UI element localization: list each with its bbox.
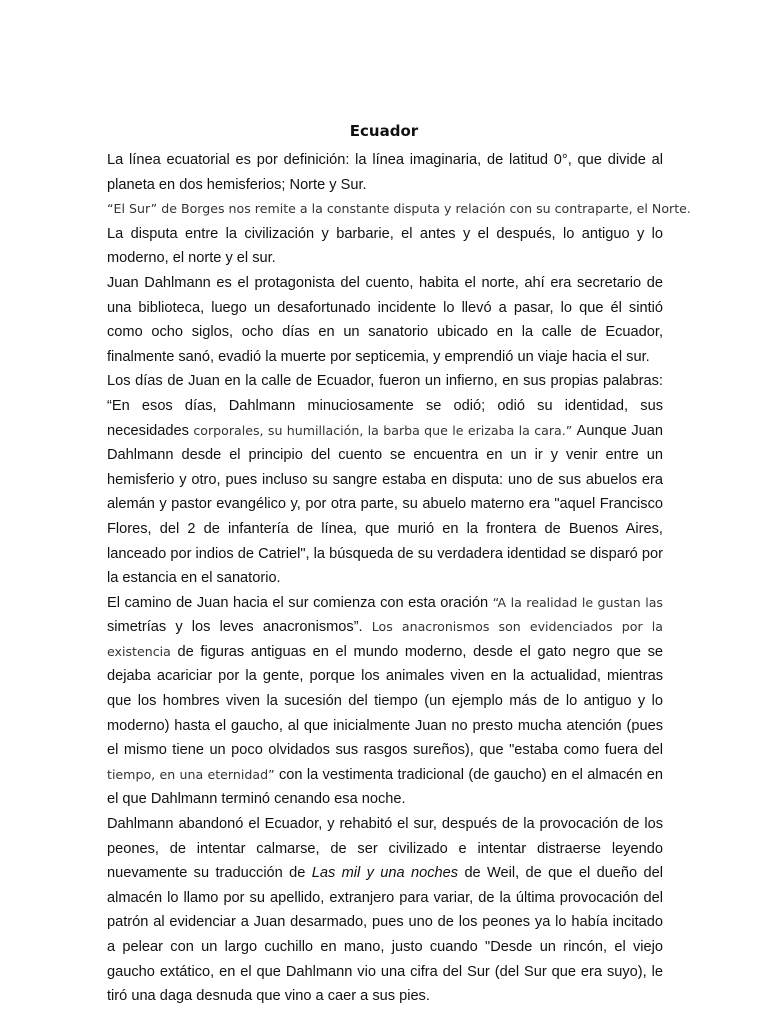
paragraph-5-quote-cont: corporales, su humillación, la barba que le erizaba la cara.”: [193, 422, 577, 438]
paragraph-6-end: con la vestimenta tradicional (de gaucho) en el almacén en el que Dahlmann terminó cenando esa noche.: [107, 766, 663, 808]
paragraph-6-quote: “A la realidad le gustan las: [492, 594, 663, 610]
paragraph-6: [107, 591, 663, 812]
paragraph-6-quote-cont: simetrías y los leves anacronismos”.: [107, 619, 363, 636]
paragraph-7: [107, 812, 663, 1009]
paragraph-6-body: de figuras antiguas en el mundo moderno, desde el gato negro que se dejaba acariciar por la gente, porque los animales viven en la actualidad, mientras que los hombres viven la sucesión del tiempo (un ejemplo más de lo antiguo y lo moderno) hasta el gaucho, al que inicialmente Juan no presto mucha atención (pues el mismo tiene un poco olvidados sus rasgos sureños), que "estaba como fuera del: [107, 643, 663, 759]
paragraph-7-rest: de Weil, de que el dueño del almacén lo llamo por su apellido, extranjero para variar, de la última provocación del patrón al evidenciar a Juan desarmado, pues uno de los peones ya lo había incitado a pelear con un largo cuchillo en mano, justo cuando "Desde un rincón, el viejo gaucho extático, en el que Dahlmann vio una cifra del Sur (del Sur que era suyo), le tiró una daga desnuda que vino a caer a sus pies.: [107, 865, 663, 1005]
paragraph-6-anacronismos: Los anacronismos son evidenciados por la existencia: [107, 619, 663, 659]
paragraph-6-quote-2: tiempo, en una eternidad”: [107, 766, 275, 782]
paragraph-2-text: “El Sur” de Borges nos remite a la constante disputa y relación con su contraparte, el Norte.: [107, 201, 691, 217]
paragraph-5-intro: Los días de Juan en la calle de Ecuador, fueron un infierno, en sus propias palabras:: [107, 373, 663, 390]
paragraph-4: Juan Dahlmann es el protagonista del cuento, habita el norte, ahí era secretario de una biblioteca, luego un desafortunado incidente lo llevó a pasar, lo que él sintió como ocho siglos, ocho días en un sanatorio ubicado en la calle de Ecuador, finalmente sanó, evadió la muerte por septicemia, y emprendió un viaje hacia el sur.: [107, 274, 663, 365]
document-title: Ecuador: [349, 122, 419, 140]
paragraph-6-intro: El camino de Juan hacia el sur comienza con esta oración: [107, 594, 493, 611]
paragraph-5-rest: Aunque Juan Dahlmann desde el principio del cuento se encuentra en un ir y venir entre un hemisferio y otro, pues incluso su sangre estaba en disputa: uno de sus abuelos era alemán y pastor evangélico y, por otra parte, su abuelo materno era "aquel Francisco Flores, del 2 de infantería de línea, que murió en la frontera de Buenos Aires, lanceado por indios de Catriel", la búsqueda de su verdadera identidad se disparó por la estancia en el sanatorio.: [107, 422, 663, 587]
document-body: [107, 148, 691, 1009]
paragraph-5-quote: “En esos días, Dahlmann minuciosamente se odió; odió su identidad, sus necesidades: [107, 397, 663, 439]
paragraph-7-book-title: Las mil y una noches: [311, 865, 459, 882]
paragraph-2: [107, 197, 691, 222]
paragraph-3: La disputa entre la civilización y barbarie, el antes y el después, lo antiguo y lo moderno, el norte y el sur.: [107, 225, 663, 267]
paragraph-5: [107, 369, 663, 590]
paragraph-1: La línea ecuatorial es por definición: la línea imaginaria, de latitud 0°, que divide al planeta en dos hemisferios; Norte y Sur.: [107, 152, 663, 193]
paragraph-7-intro: Dahlmann abandonó el Ecuador, y rehabitó el sur, después de la provocación de los peones, de intentar calmarse, de ser civilizado e intentar distraerse leyendo nuevamente su traducción de: [107, 816, 663, 882]
